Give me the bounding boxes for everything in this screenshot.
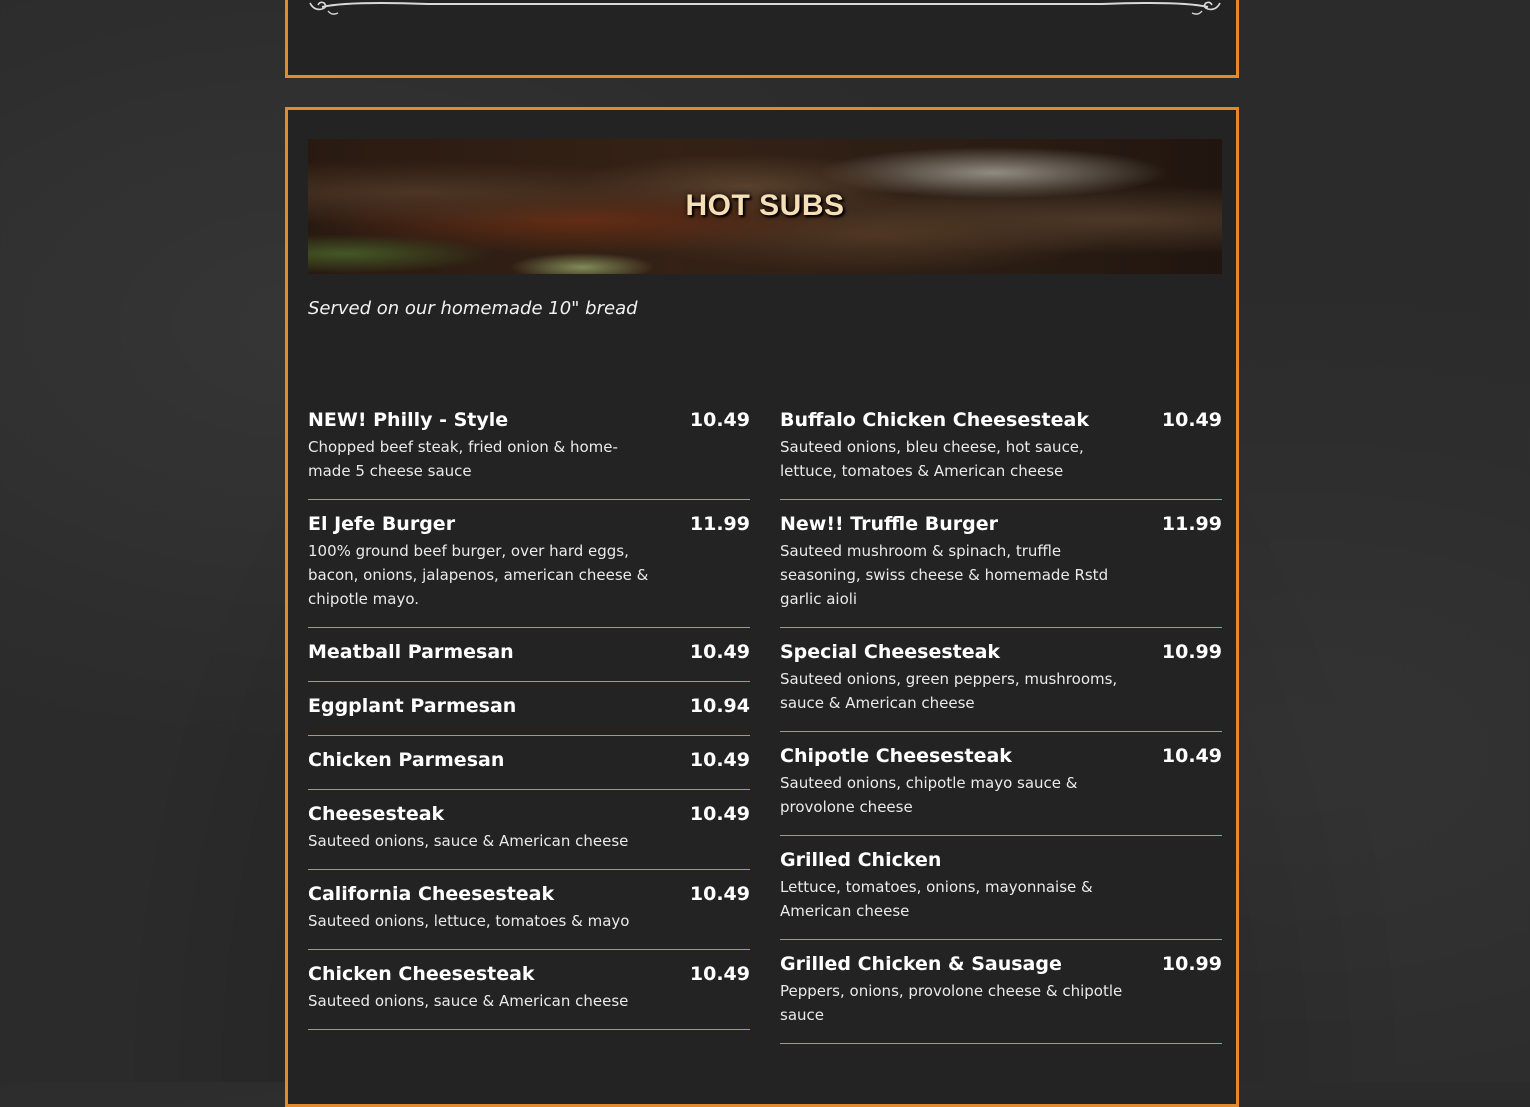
- menu-item: [308, 950, 750, 1030]
- item-price: 10.49: [1161, 409, 1222, 431]
- item-name: New!! Truffle Burger: [780, 513, 998, 535]
- item-description: Sauteed mushroom & spinach, truffle seasoning, swiss cheese & homemade Rstd garlic aioli: [780, 542, 1109, 608]
- menu-item: [780, 500, 1222, 628]
- flourish-divider-icon: [308, 0, 1222, 19]
- section-subtitle: Served on our homemade 10" bread: [308, 298, 638, 319]
- menu-item: [308, 396, 750, 500]
- item-price: 10.94: [689, 695, 750, 717]
- menu-item: [780, 836, 1222, 940]
- menu-item: [780, 628, 1222, 732]
- item-name: Chipotle Cheesesteak: [780, 745, 1012, 767]
- item-price: 10.49: [689, 963, 750, 985]
- menu-item: [308, 682, 750, 736]
- item-name: Chicken Cheesesteak: [308, 963, 535, 985]
- hero-banner: [308, 139, 1222, 274]
- hot-subs-panel: [285, 107, 1239, 1107]
- item-name: Meatball Parmesan: [308, 641, 514, 663]
- menu-column-left: [308, 396, 750, 1030]
- item-name: Chicken Parmesan: [308, 749, 505, 771]
- item-name: Grilled Chicken: [780, 849, 942, 871]
- item-price: 10.49: [1161, 745, 1222, 767]
- item-price: 10.49: [689, 409, 750, 431]
- item-description: Sauteed onions, sauce & American cheese: [308, 992, 629, 1010]
- item-name: Buffalo Chicken Cheesesteak: [780, 409, 1089, 431]
- item-description: Sauteed onions, bleu cheese, hot sauce, lettuce, tomatoes & American cheese: [780, 438, 1084, 480]
- item-description: Lettuce, tomatoes, onions, mayonnaise & American cheese: [780, 878, 1093, 920]
- menu-item: [780, 396, 1222, 500]
- item-price: 10.49: [689, 883, 750, 905]
- menu-item: [308, 628, 750, 682]
- item-description: Peppers, onions, provolone cheese & chipotle sauce: [780, 982, 1123, 1024]
- item-price: 10.99: [1161, 953, 1222, 975]
- item-description: Sauteed onions, green peppers, mushrooms, sauce & American cheese: [780, 670, 1118, 712]
- item-description: Sauteed onions, sauce & American cheese: [308, 832, 629, 850]
- item-price: 10.99: [1161, 641, 1222, 663]
- item-price: 10.49: [689, 749, 750, 771]
- menu-item: [780, 940, 1222, 1044]
- previous-section-panel: [285, 0, 1239, 78]
- item-description: Chopped beef steak, fried onion & home-made 5 cheese sauce: [308, 438, 618, 480]
- item-description: Sauteed onions, lettuce, tomatoes & mayo: [308, 912, 630, 930]
- item-name: Special Cheesesteak: [780, 641, 1001, 663]
- item-price: 11.99: [1161, 513, 1222, 535]
- item-name: El Jefe Burger: [308, 513, 456, 535]
- item-price: 10.49: [689, 803, 750, 825]
- item-name: California Cheesesteak: [308, 883, 555, 905]
- item-name: Eggplant Parmesan: [308, 695, 517, 717]
- menu-item: [308, 736, 750, 790]
- item-name: NEW! Philly - Style: [308, 409, 509, 431]
- item-description: Sauteed onions, chipotle mayo sauce & provolone cheese: [780, 774, 1078, 816]
- item-name: Cheesesteak: [308, 803, 445, 825]
- section-title: HOT SUBS: [685, 189, 845, 222]
- item-price: 11.99: [689, 513, 750, 535]
- menu-item: [308, 870, 750, 950]
- menu-item: [308, 500, 750, 628]
- item-name: Grilled Chicken & Sausage: [780, 953, 1062, 975]
- item-description: 100% ground beef burger, over hard eggs, bacon, onions, jalapenos, american cheese & chipotle mayo.: [308, 542, 649, 608]
- menu-column-right: [780, 396, 1222, 1044]
- menu-item: [308, 790, 750, 870]
- menu-item: [780, 732, 1222, 836]
- item-price: 10.49: [689, 641, 750, 663]
